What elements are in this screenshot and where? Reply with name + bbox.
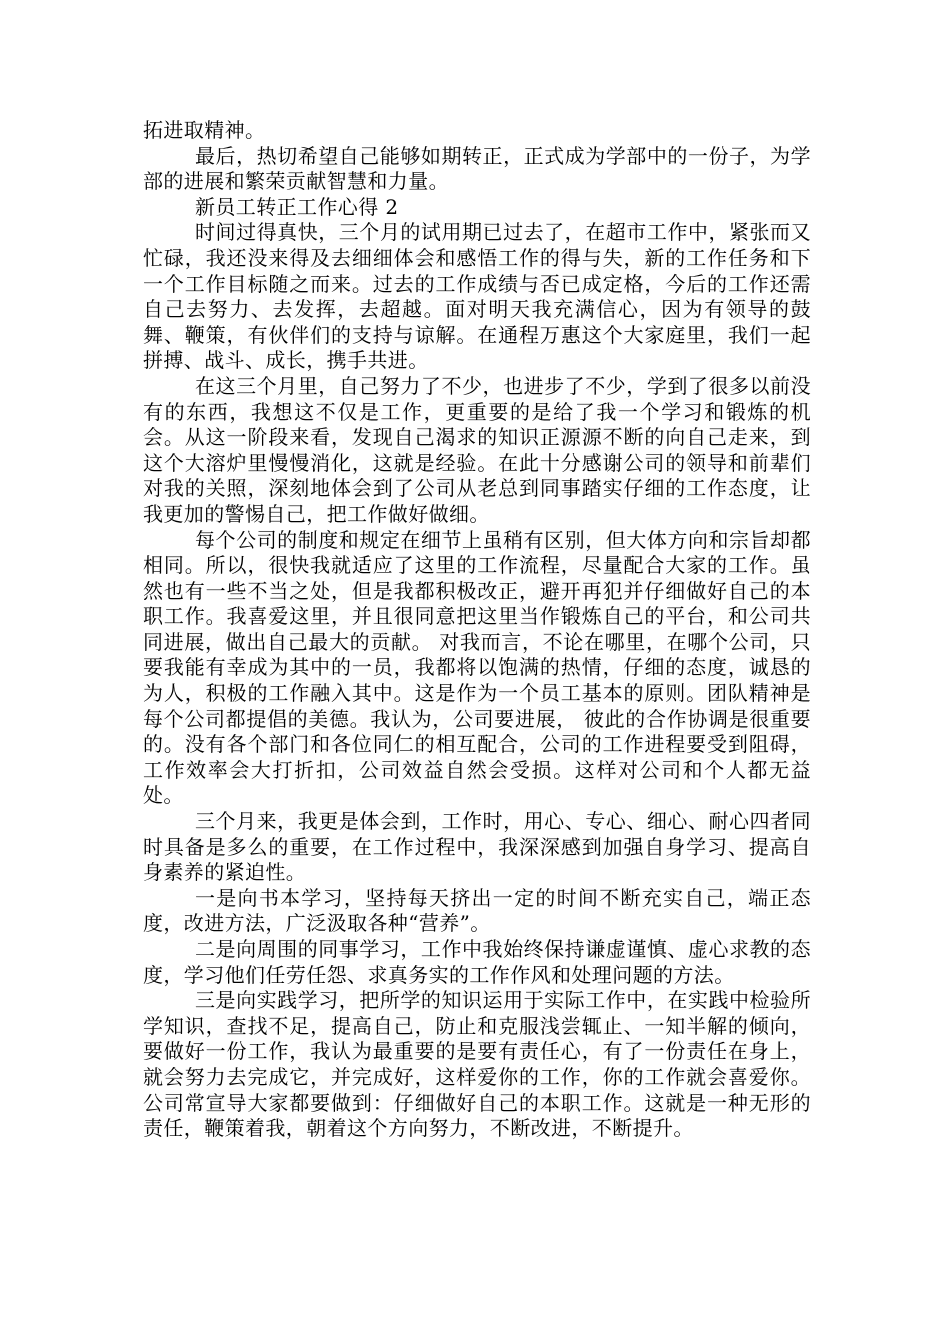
paragraph-point-two: 二是向周围的同事学习，工作中我始终保持谦虚谨慎、虚心求教的态度，学习他们任劳任怨、求真务实的工作作风和处理问题的方法。 <box>143 937 811 987</box>
paragraph-three-months: 在这三个月里，自己努力了不少，也进步了不少，学到了很多以前没有的东西，我想这不仅是工作，更重要的是给了我一个学习和锻炼的机会。从这一阶段来看，发现自己渴求的知识正源源不断的向自己走来，到这个大溶炉里慢慢消化，这就是经验。在此十分感谢公司的领导和前辈们对我的关照，深刻地体会到了公司从老总到同事踏实仔细的工作态度，让我更加的警惕自己，把工作做好做细。 <box>143 373 811 526</box>
section-heading: 新员工转正工作心得 2 <box>195 194 399 219</box>
paragraph-continuation: 拓进取精神。 <box>143 118 266 142</box>
paragraph-closing-wish: 最后，热切希望自己能够如期转正，正式成为学部中的一份子，为学部的进展和繁荣贡献智慧和力量。 <box>143 143 811 194</box>
paragraph-company-rules: 每个公司的制度和规定在细节上虽稍有区别，但大体方向和宗旨却都相同。所以，很快我就适应了这里的工作流程，尽量配合大家的工作。虽然也有一些不当之处，但是我都积极改正，避开再犯并仔细做好自己的本职工作。我喜爱这里，并且很同意把这里当作锻炼自己的平台，和公司共同进展，做出自己最大的贡献。 对我而言，不论在哪里，在哪个公司，只要我能有幸成为其中的一员，我都将以饱满的热情，仔细的态度，诚恳的为人，积极的工作融入其中。这是作为一个员工基本的原则。团队精神是每个公司都提倡的美德。我认为，公司要进展， 彼此的合作协调是很重要的。没有各个部门和各位同仁的相互配合，公司的工作进程要受到阻碍，工作效率会大打折扣，公司效益自然会受损。这样对公司和个人都无益处。 <box>143 527 811 808</box>
paragraph-intro: 时间过得真快，三个月的试用期已过去了，在超市工作中，紧张而又忙碌，我还没来得及去细细体会和感悟工作的得与失，新的工作任务和下一个工作目标随之而来。过去的工作成绩与否已成定格，今后的工作还需自己去努力、去发挥，去超越。面对明天我充满信心，因为有领导的鼓舞、鞭策，有伙伴们的支持与谅解。在通程万惠这个大家庭里，我们一起拼搏、战斗、成长，携手共进。 <box>143 220 811 373</box>
document-page <box>143 118 811 1142</box>
paragraph-point-one: 一是向书本学习，坚持每天挤出一定的时间不断充实自己，端正态度，改进方法，广泛汲取各种“营养”。 <box>143 885 811 936</box>
paragraph-point-three: 三是向实践学习，把所学的知识运用于实际工作中，在实践中检验所学知识，查找不足，提高自己，防止和克服浅尝辄止、一知半解的倾向，要做好一份工作，我认为最重要的是要有责任心，有了一份责任在身上，就会努力去完成它，并完成好，这样爱你的工作，你的工作就会喜爱你。公司常宣导大家都要做到：仔细做好自己的本职工作。这就是一种无形的责任，鞭策着我，朝着这个方向努力，不断改进，不断提升。 <box>143 988 811 1141</box>
paragraph-experience: 三个月来，我更是体会到，工作时，用心、专心、细心、耐心四者同时具备是多么的重要，在工作过程中，我深深感到加强自身学习、提高自身素养的紧迫性。 <box>143 809 811 885</box>
